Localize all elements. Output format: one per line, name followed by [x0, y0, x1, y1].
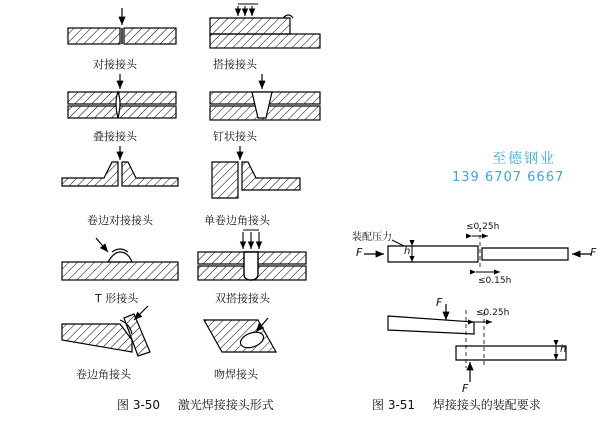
force-label-right-top: F — [590, 246, 597, 259]
joint-stack-drawing — [68, 74, 176, 118]
joint-flange-corner-drawing — [62, 306, 150, 356]
joint-butt-drawing — [68, 8, 176, 44]
joint-nail-drawing — [210, 74, 320, 120]
joint-double-lap-drawing — [198, 230, 306, 280]
right-figure-caption-number: 图 3-51 — [372, 398, 416, 412]
force-label-up-bottom: F — [462, 382, 469, 395]
joint-single-flange-corner-drawing — [212, 146, 300, 198]
annotation-offset-top: ≤0.15h — [478, 276, 512, 286]
joint-label-flange-corner: 卷边角接头 — [76, 368, 131, 381]
assembly-pressure-label: 装配压力 — [352, 232, 392, 243]
assembly-upper-drawing — [364, 228, 592, 272]
joint-t-drawing — [62, 238, 178, 280]
joint-label-single-flange-corner: 单卷边角接头 — [204, 214, 270, 227]
left-figure-caption — [117, 396, 274, 413]
joint-label-nail: 钉状接头 — [213, 130, 257, 143]
joint-label-flange-butt: 卷边对接接头 — [87, 214, 153, 227]
joint-label-lap: 搭接接头 — [213, 58, 257, 71]
joint-label-double-lap: 双搭接接头 — [215, 292, 270, 305]
joint-label-kiss-weld: 吻焊接头 — [214, 368, 258, 381]
joint-label-stack: 叠接接头 — [93, 130, 137, 143]
annotation-gap-bottom: ≤0.25h — [476, 308, 510, 318]
annotation-gap-top: ≤0.25h — [466, 222, 500, 232]
thickness-label-bottom: h — [560, 344, 567, 355]
joint-label-t: T 形接头 — [95, 292, 139, 305]
right-figure-caption-text: 焊接接头的装配要求 — [432, 398, 541, 412]
thickness-label-top: h — [404, 246, 411, 257]
joint-lap-drawing — [210, 4, 320, 48]
watermark-brand: 至德钢业 — [492, 151, 556, 167]
force-label-down-bottom: F — [436, 296, 443, 309]
joint-flange-butt-drawing — [62, 146, 178, 186]
force-label-left-top: F — [356, 246, 363, 259]
left-figure-caption-text: 激光焊接接头形式 — [177, 398, 274, 412]
watermark-phone: 139 6707 6667 — [452, 170, 565, 185]
right-figure-caption — [372, 396, 541, 413]
joint-label-butt: 对接接头 — [93, 58, 137, 71]
joint-kiss-weld-drawing — [204, 318, 276, 352]
left-figure-caption-number: 图 3-50 — [117, 398, 161, 412]
